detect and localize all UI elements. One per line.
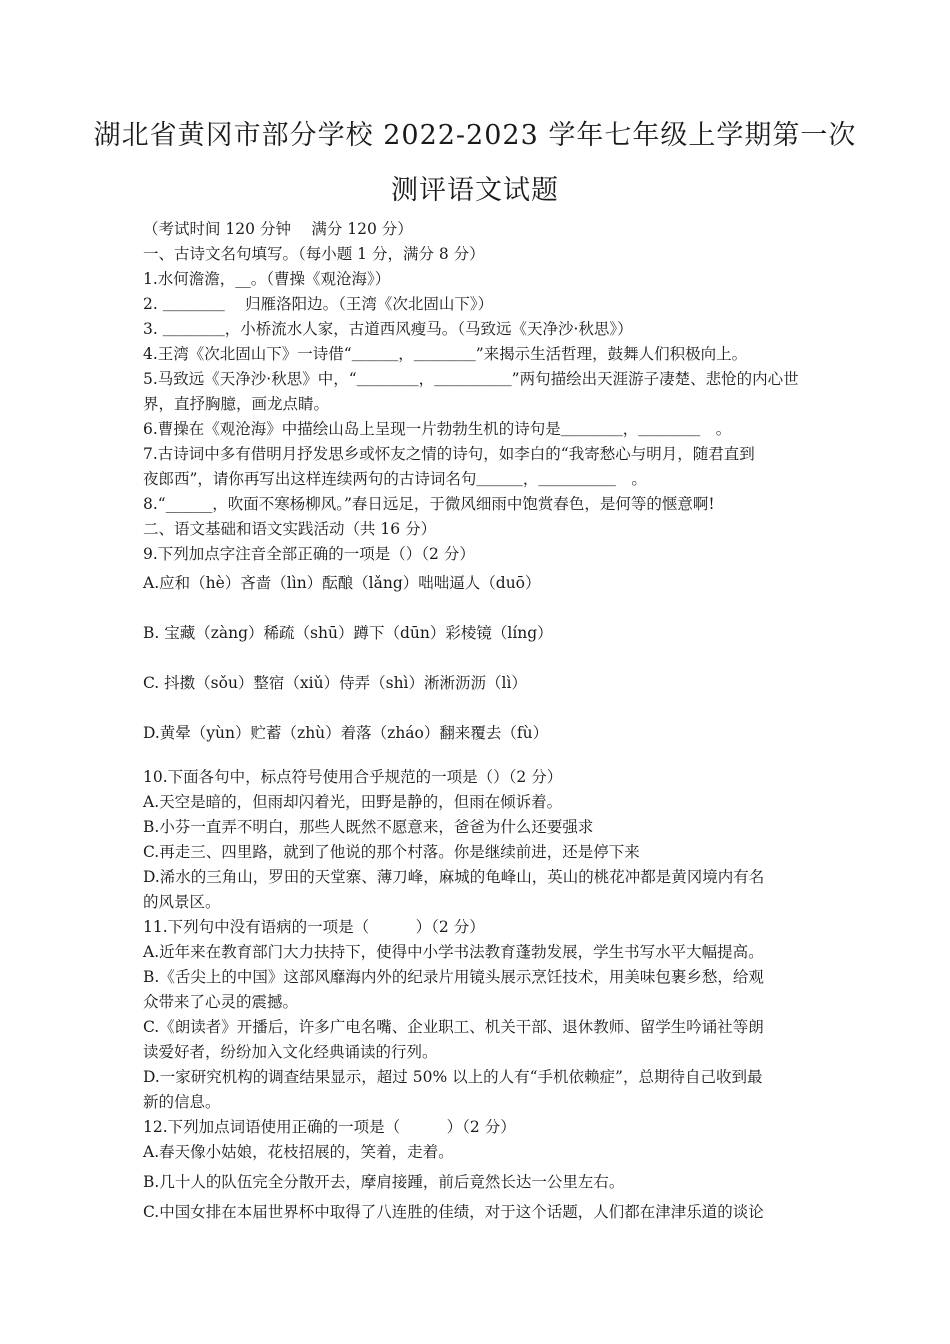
question-9-option-c: C. 抖擞（sǒu）整宿（xiǔ）侍弄（shì）淅淅沥沥（lì） [143,674,527,692]
exam-info: （考试时间 120 分钟 满分 120 分） [143,220,413,238]
question-11-option-c-continued: 读爱好者，纷纷加入文化经典诵读的行列。 [143,1043,438,1061]
question-6: 6.曹操在《观沧海》中描绘山岛上呈现一片勃勃生机的诗句是＿＿＿＿，＿＿＿＿ 。 [143,420,732,438]
question-4: 4.王湾《次北固山下》一诗借“＿＿＿，＿＿＿＿”来揭示生活哲理，鼓舞人们积极向上。 [143,345,748,363]
question-11-option-d-continued: 新的信息。 [143,1093,221,1111]
question-9-option-b: B. 宝藏（zàng）稀疏（shū）蹲下（dūn）彩棱镜（líng） [143,624,553,642]
question-10-option-c: C.再走三、四里路，就到了他说的那个村落。你是继续前进，还是停下来 [143,843,640,861]
question-12-option-a: A.春天像小姑娘，花枝招展的，笑着，走着。 [143,1143,454,1161]
question-9-stem: 9.下列加点字注音全部正确的一项是（）（2 分） [143,545,475,563]
question-2: 2. ＿＿＿＿ 归雁洛阳边。（王湾《次北固山下》） [143,295,494,313]
question-1: 1.水何澹澹，__。（曹操《观沧海》） [143,270,391,288]
question-12-option-c: C.中国女排在本届世界杯中取得了八连胜的佳绩，对于这个话题，人们都在津津乐道的谈论 [143,1203,764,1221]
question-5: 5.马致远《天净沙·秋思》中，“＿＿＿＿，＿＿＿＿＿”两句描绘出天涯游子凄楚、悲怆的内心世 [143,370,799,388]
question-10-option-a: A.天空是暗的，但雨却闪着光，田野是静的，但雨在倾诉着。 [143,793,563,811]
exam-title-line-2: 测评语文试题 [391,175,559,206]
question-7-continued: 夜郎西”，请你再写出这样连续两句的古诗词名句＿＿＿，＿＿＿＿＿ 。 [143,470,647,488]
question-11-option-b-continued: 众带来了心灵的震撼。 [143,993,299,1011]
question-5-continued: 界，直抒胸臆，画龙点睛。 [143,395,330,413]
section-1-heading: 一、古诗文名句填写。（每小题 1 分，满分 8 分） [143,245,485,263]
question-8: 8.“______，吹面不寒杨柳风。”春日远足，于微风细雨中饱赏春色，是何等的惬意啊! [143,495,715,513]
exam-title-line-1: 湖北省黄冈市部分学校 2022-2023 学年七年级上学期第一次 [93,120,857,151]
question-10-option-d-continued: 的风景区。 [143,893,221,911]
question-9-option-d: D.黄晕（yùn）贮蓄（zhù）着落（zháo）翻来覆去（fù） [143,724,549,742]
question-11-option-c: C.《朗读者》开播后，许多广电名嘴、企业职工、机关干部、退休教师、留学生吟诵社等朗 [143,1018,764,1036]
question-11-option-b: B.《舌尖上的中国》这部风靡海内外的纪录片用镜头展示烹饪技术，用美味包裹乡愁，给观 [143,968,764,986]
question-9-option-a: A.应和（hè）吝啬（lìn）酝酿（lǎng）咄咄逼人（duō） [143,574,541,592]
question-10-option-d: D.浠水的三角山，罗田的天堂寨、薄刀峰，麻城的龟峰山，英山的桃花冲都是黄冈境内有名 [143,868,765,886]
question-10-option-b: B.小芬一直弄不明白，那些人既然不愿意来，爸爸为什么还要强求 [143,818,594,836]
question-11-option-a: A.近年来在教育部门大力扶持下，使得中小学书法教育蓬勃发展，学生书写水平大幅提高。 [143,943,764,961]
question-12-stem: 12.下列加点词语使用正确的一项是（ ）（2 分） [143,1118,516,1136]
section-2-heading: 二、语文基础和语文实践活动（共 16 分） [143,520,437,538]
question-10-stem: 10.下面各句中，标点符号使用合乎规范的一项是（）（2 分） [143,768,563,786]
question-7: 7.古诗词中多有借明月抒发思乡或怀友之情的诗句，如李白的“我寄愁心与明月，随君直到 [143,445,755,463]
question-11-stem: 11.下列句中没有语病的一项是（ ）（2 分） [143,918,485,936]
question-11-option-d: D.一家研究机构的调查结果显示，超过 50% 以上的人有“手机依赖症”，总期待自己收到最 [143,1068,763,1086]
question-3: 3. ＿＿＿＿，小桥流水人家，古道西风瘦马。（马致远《天净沙·秋思》） [143,320,633,338]
question-12-option-b: B.几十人的队伍完全分散开去，摩肩接踵，前后竟然长达一公里左右。 [143,1173,625,1191]
